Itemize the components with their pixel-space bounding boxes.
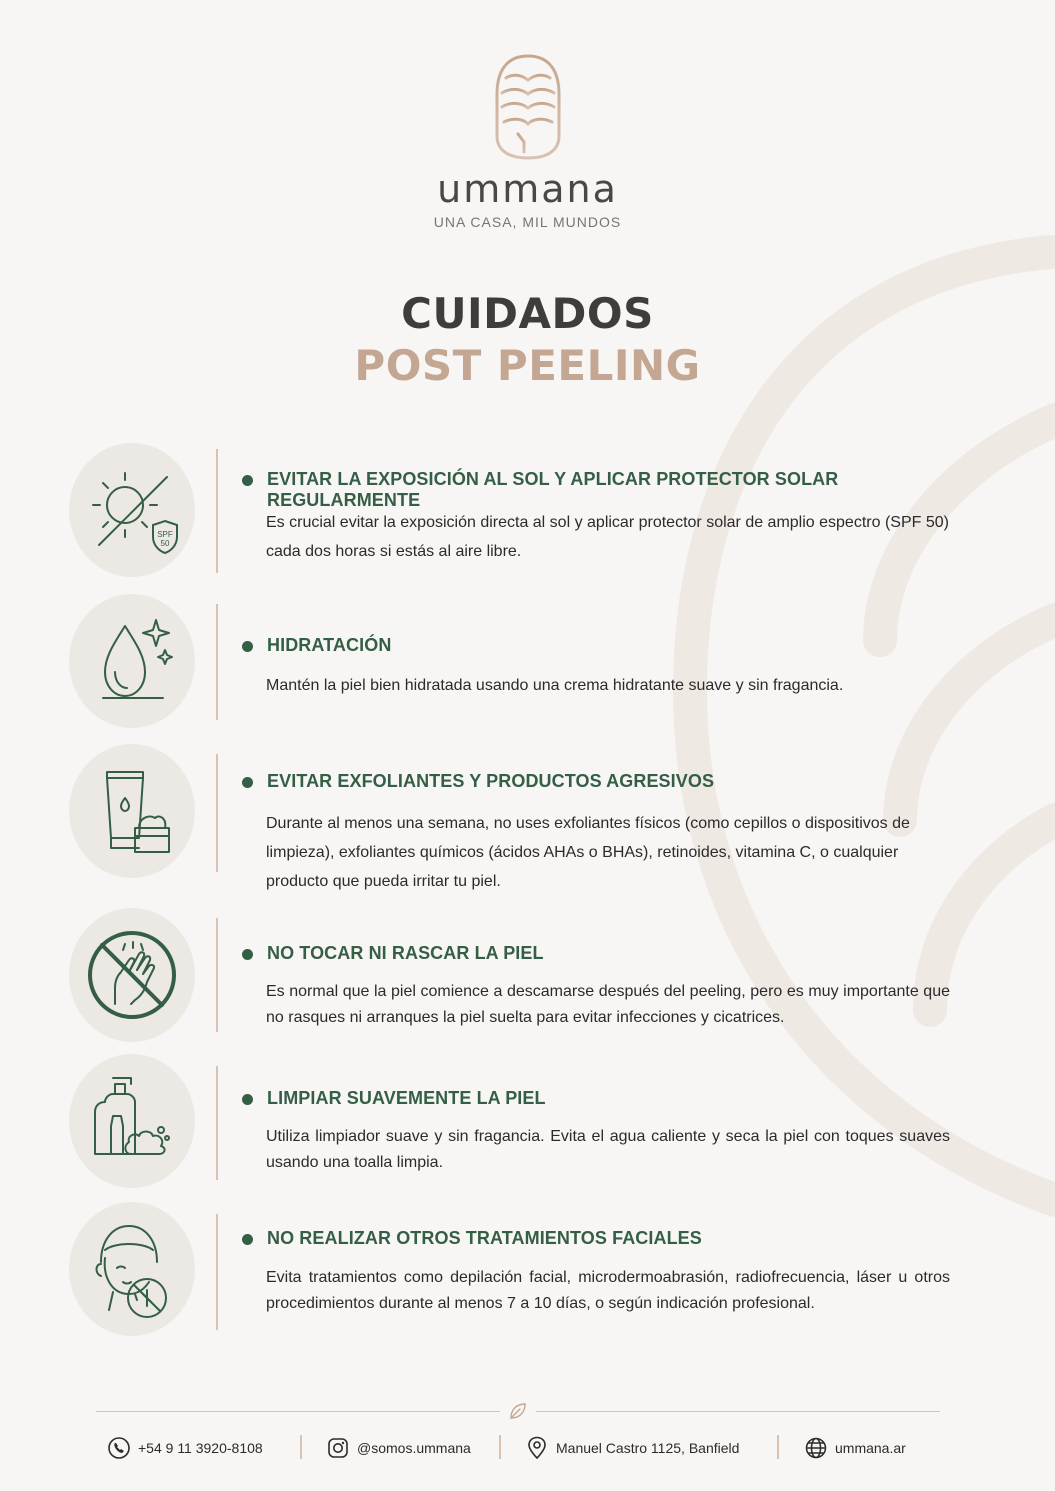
leaf-icon (508, 1401, 528, 1421)
divider-line (216, 918, 218, 1032)
no-touch-icon (69, 908, 195, 1042)
icon-circle (69, 443, 195, 577)
header (0, 52, 1055, 230)
instagram-icon (327, 1437, 349, 1459)
spf-value: 50 (160, 539, 170, 548)
spf-label: SPF (157, 530, 173, 539)
footer-divider-right (536, 1411, 940, 1412)
location-pin-icon (526, 1436, 548, 1460)
item-text: Evita tratamientos como depilación facial, microdermoabrasión, radiofrecuencia, láser u otros procedimientos durante al menos 7 a 10 días, o según indicación profesional. (266, 1269, 950, 1312)
bullet (242, 641, 253, 652)
bullet (242, 475, 253, 486)
icon-circle (69, 594, 195, 728)
footer-separator (499, 1435, 501, 1459)
icon-circle (69, 908, 195, 1042)
icon-circle (69, 1202, 195, 1336)
footer (0, 1434, 1055, 1462)
title-line-1: CUIDADOS (401, 289, 654, 338)
bullet (242, 1234, 253, 1245)
brand-name: ummana (437, 167, 618, 211)
item-title: LIMPIAR SUAVEMENTE LA PIEL (267, 1088, 546, 1108)
item-title: EVITAR EXFOLIANTES Y PRODUCTOS AGRESIVOS (267, 771, 715, 791)
item-title: NO REALIZAR OTROS TRATAMIENTOS FACIALES (267, 1228, 702, 1248)
footer-website[interactable] (805, 1434, 906, 1462)
item-text: Mantén la piel bien hidratada usando una crema hidratante suave y sin fragancia. (266, 677, 844, 694)
footer-address[interactable] (526, 1434, 739, 1462)
face-no-treatment-icon (69, 1202, 195, 1336)
divider-line (216, 1214, 218, 1330)
bullet (242, 949, 253, 960)
logo-icon (494, 52, 562, 162)
item-title: HIDRATACIÓN (267, 635, 392, 655)
bullet (242, 777, 253, 788)
page-title (0, 288, 1055, 392)
item-title: EVITAR LA EXPOSICIÓN AL SOL Y APLICAR PROTECTOR SOLAR REGULARMENTE (267, 469, 839, 510)
instagram-handle: @somos.ummana (357, 1440, 471, 1456)
bullet (242, 1094, 253, 1105)
item-text: Durante al menos una semana, no uses exfoliantes físicos (como cepillos o dispositivos de limpieza), exfoliantes químicos (ácidos AHAs o BHAs), retinoides, vitamina C, o cualquier producto que pueda irritar tu piel. (266, 815, 910, 890)
divider-line (216, 1066, 218, 1180)
divider-line (216, 754, 218, 872)
cream-tube-icon (69, 744, 195, 878)
item-text: Utiliza limpiador suave y sin fragancia. Evita el agua caliente y seca la piel con toques suaves usando una toalla limpia. (266, 1128, 950, 1171)
footer-separator (777, 1435, 779, 1459)
website-text: ummana.ar (835, 1440, 906, 1456)
divider-line (216, 604, 218, 720)
title-line-2: POST PEELING (354, 341, 701, 390)
address-text: Manuel Castro 1125, Banfield (556, 1440, 740, 1456)
brand-tagline: UNA CASA, MIL MUNDOS (433, 214, 622, 230)
footer-divider-left (96, 1411, 500, 1412)
item-text: Es normal que la piel comience a descamarse después del peeling, pero es muy importante que no rasques ni arranques la piel suelta para evitar infecciones y cicatrices. (266, 983, 950, 1026)
item-text: Es crucial evitar la exposición directa al sol y aplicar protector solar de amplio espectro (SPF 50) cada dos horas si estás al aire libre. (266, 514, 949, 560)
divider-line (216, 449, 218, 573)
cleanser-bottle-icon (69, 1054, 195, 1188)
item-title: NO TOCAR NI RASCAR LA PIEL (267, 943, 544, 963)
icon-circle (69, 744, 195, 878)
phone-icon (108, 1437, 130, 1459)
phone-number: +54 9 11 3920-8108 (138, 1440, 263, 1456)
footer-separator (300, 1435, 302, 1459)
footer-phone[interactable] (108, 1434, 263, 1462)
water-drop-icon (69, 594, 195, 728)
footer-instagram[interactable] (327, 1434, 471, 1462)
sun-spf-icon (69, 443, 195, 577)
icon-circle (69, 1054, 195, 1188)
globe-icon (805, 1437, 827, 1459)
